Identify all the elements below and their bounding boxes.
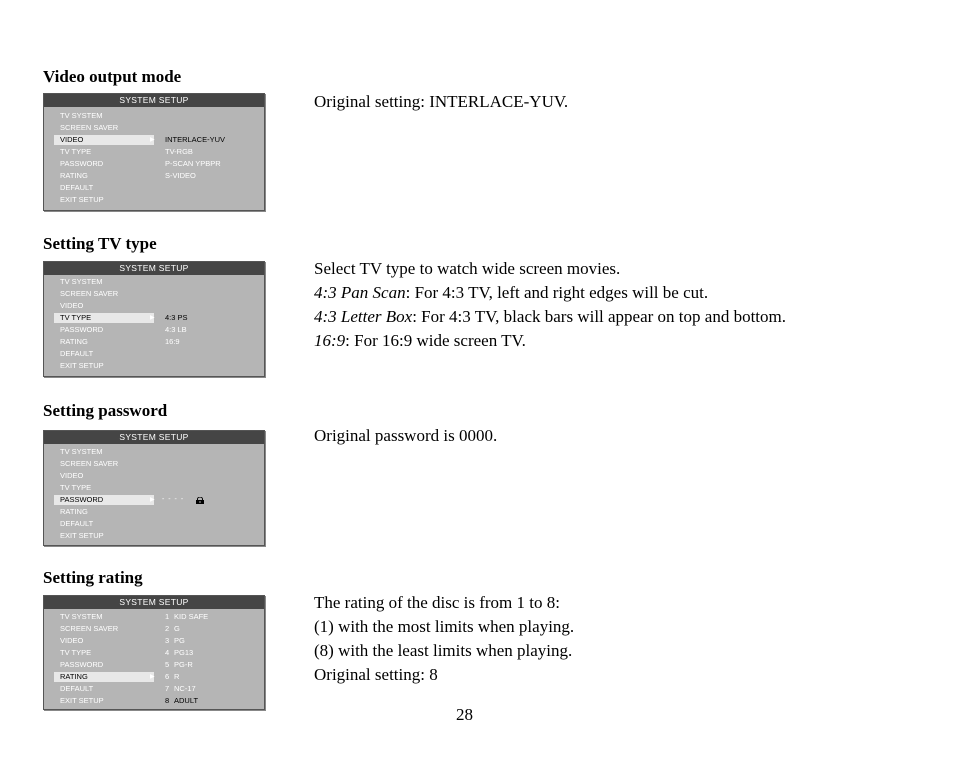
arrow-right-icon: ▶ — [150, 137, 155, 143]
rating-option-nc-17[interactable]: NC-17 — [174, 684, 196, 693]
rating-option-g[interactable]: G — [174, 624, 180, 633]
menu-item-tv-system[interactable]: TV SYSTEM — [60, 111, 103, 120]
rating-number: 5 — [165, 660, 170, 669]
menu-item-password[interactable]: PASSWORD 4:3 LB — [60, 325, 187, 334]
heading-setting-rating: Setting rating — [43, 568, 143, 587]
menu-item-default[interactable]: DEFAULT 7 NC-17 — [60, 684, 196, 693]
option-4-3-ps[interactable]: 4:3 PS — [165, 313, 188, 322]
rating-option-pg[interactable]: PG — [174, 636, 185, 645]
menu-item-default[interactable]: DEFAULT — [60, 349, 94, 358]
lock-icon — [195, 497, 205, 504]
option-4-3-lb[interactable]: 4:3 LB — [165, 325, 187, 334]
rating-number: 6 — [165, 672, 170, 681]
term-pan-scan: 4:3 Pan Scan — [314, 283, 406, 302]
menu-item-default[interactable]: DEFAULT — [60, 519, 94, 528]
menu-item-exit-setup[interactable]: EXIT SETUP — [60, 195, 104, 204]
option-s-video[interactable]: S-VIDEO — [165, 171, 196, 180]
menu-item-default[interactable]: DEFAULT — [60, 183, 94, 192]
menu-item-tv-system[interactable]: TV SYSTEM — [60, 447, 103, 456]
menu-item-screen-saver[interactable]: SCREEN SAVER — [60, 289, 119, 298]
menu-item-rating[interactable]: RATING 16:9 — [60, 337, 180, 346]
menu-item-video[interactable]: VIDEO — [60, 301, 84, 310]
option-interlace-yuv[interactable]: INTERLACE-YUV — [165, 135, 226, 144]
menu-item-screen-saver[interactable]: SCREEN SAVER 2 G — [60, 624, 180, 633]
rating-number: 2 — [165, 624, 170, 633]
menu-item-exit-setup[interactable]: EXIT SETUP — [60, 361, 104, 370]
menu-title: SYSTEM SETUP — [44, 94, 264, 107]
system-setup-menu-video — [43, 93, 265, 211]
menu-item-exit-setup[interactable]: EXIT SETUP — [60, 531, 104, 540]
menu-item-video[interactable]: VIDEO ▶ INTERLACE-YUV — [44, 134, 264, 146]
menu-item-rating[interactable]: RATING S-VIDEO — [60, 171, 196, 180]
rating-number: 4 — [165, 648, 170, 657]
description-tv-type: Select TV type to watch wide screen movies. 4:3 Pan Scan: For 4:3 TV, left and right edges will be cut. 4:3 Letter Box: For 4:3 TV, black bars will appear on top and bottom. 16:9: For 16:9 wide screen TV. — [314, 259, 786, 350]
option-p-scan-ypbpr[interactable]: P-SCAN YPBPR — [165, 159, 221, 168]
rating-number: 3 — [165, 636, 170, 645]
description-password: Original password is 0000. — [314, 426, 498, 445]
menu-item-tv-type[interactable]: TV TYPE — [60, 483, 92, 492]
menu-item-rating[interactable]: RATING ▶ 6 R — [44, 671, 264, 683]
menu-item-tv-type[interactable]: TV TYPE TV-RGB — [60, 147, 193, 156]
menu-title: SYSTEM SETUP — [44, 262, 264, 275]
rating-option-pg-r[interactable]: PG-R — [174, 660, 193, 669]
menu-item-password[interactable]: PASSWORD 5 PG-R — [60, 660, 193, 669]
menu-item-video[interactable]: VIDEO — [60, 471, 84, 480]
arrow-right-icon: ▶ — [150, 315, 155, 321]
rating-option-adult[interactable]: ADULT — [174, 696, 199, 705]
menu-item-screen-saver[interactable]: SCREEN SAVER — [60, 123, 119, 132]
term-letter-box: 4:3 Letter Box — [314, 307, 413, 326]
rating-option-r[interactable]: R — [174, 672, 180, 681]
rating-option-kid-safe[interactable]: KID SAFE — [174, 612, 209, 621]
menu-title: SYSTEM SETUP — [44, 431, 264, 444]
option-16-9[interactable]: 16:9 — [165, 337, 180, 346]
heading-setting-password: Setting password — [43, 401, 168, 420]
system-setup-menu-rating — [43, 595, 265, 710]
menu-item-tv-type[interactable]: TV TYPE ▶ 4:3 PS — [44, 312, 264, 324]
menu-item-password[interactable]: PASSWORD P-SCAN YPBPR — [60, 159, 221, 168]
heading-setting-tv-type: Setting TV type — [43, 234, 157, 253]
menu-item-tv-system[interactable]: TV SYSTEM 1 KID SAFE — [60, 612, 209, 621]
arrow-right-icon: ▶ — [150, 497, 155, 503]
menu-item-tv-system[interactable]: TV SYSTEM — [60, 277, 103, 286]
rating-number: 8 — [165, 696, 170, 705]
page-number: 28 — [456, 705, 473, 724]
password-input[interactable]: - - - - — [162, 496, 185, 503]
menu-title: SYSTEM SETUP — [44, 596, 264, 609]
menu-item-video[interactable]: VIDEO 3 PG — [60, 636, 185, 645]
arrow-right-icon: ▶ — [150, 674, 155, 680]
option-tv-rgb[interactable]: TV-RGB — [165, 147, 193, 156]
rating-number: 7 — [165, 684, 170, 693]
menu-item-screen-saver[interactable]: SCREEN SAVER — [60, 459, 119, 468]
heading-video-output-mode: Video output mode — [43, 67, 182, 86]
rating-option-pg13[interactable]: PG13 — [174, 648, 194, 657]
description-video: Original setting: INTERLACE-YUV. — [314, 92, 569, 111]
system-setup-menu-password — [43, 430, 265, 546]
menu-item-rating[interactable]: RATING — [60, 507, 88, 516]
system-setup-menu-tv-type — [43, 261, 265, 377]
rating-number: 1 — [165, 612, 170, 621]
description-rating: The rating of the disc is from 1 to 8: (1) with the most limits when playing. (8) with the least limits when playing. Original setting: 8 — [314, 593, 575, 684]
menu-item-exit-setup[interactable]: EXIT SETUP 8 ADULT — [60, 696, 199, 705]
term-16-9: 16:9 — [314, 331, 346, 350]
menu-item-password[interactable]: PASSWORD ▶ - - - - — [44, 494, 264, 506]
menu-item-tv-type[interactable]: TV TYPE 4 PG13 — [60, 648, 194, 657]
